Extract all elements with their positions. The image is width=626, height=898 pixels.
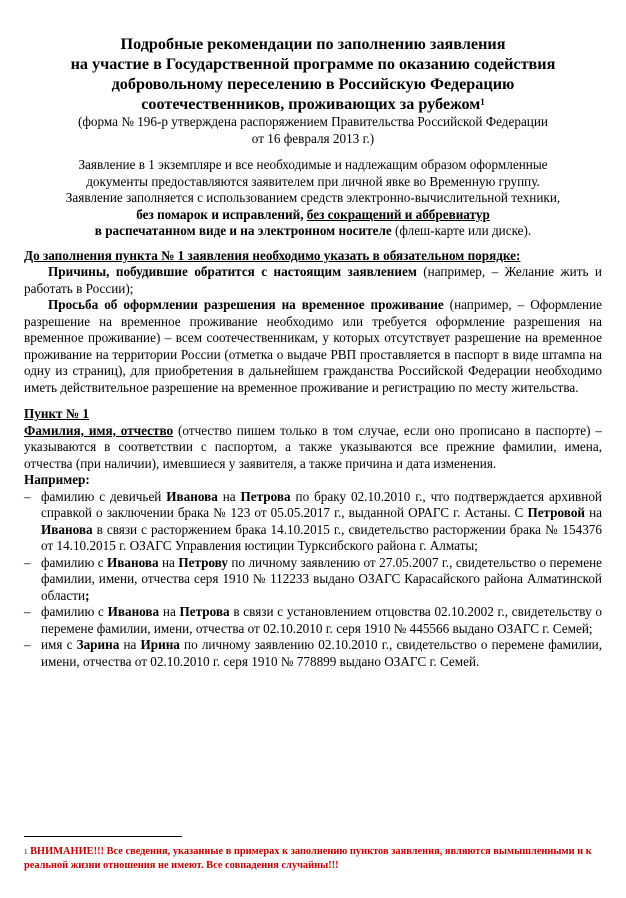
example-name-bold: Петрова [240,488,291,504]
request-rest: (например, – Оформление разрешение на временное проживание необходимо или требуется оформление разрешения на временное проживание) – всем соотечественникам, у которых отсутствует разрешение на временное проживание на территории России (отметка о выдаче РВП проставляется в паспорт в виде штампа на одну из страниц), для приобретения в дальнейшем гражданства Российской Федерации необходимо иметь действительное разрешение на временное проживание и регистрацию по месту жительства. [24,297,603,395]
example-name-bold: Зарина [76,637,120,652]
intro-line-2: документы предоставляются заявителем при личной явке во Временную группу. [86,173,540,189]
title-line-1: Подробные рекомендации по заполнению заявления [120,35,506,53]
list-item [24,604,602,637]
footnote [24,845,606,873]
field-name-fio: Фамилия, имя, отчество [24,422,174,438]
title-line-2: на участие в Государственной программе по оказанию содействия [70,55,556,73]
example-name-bold: Иванова [166,488,218,504]
example-text: на [217,488,241,504]
document-title [24,34,602,114]
intro-no-abbreviations: без сокращений и аббревиатур [306,206,490,222]
pre-section-heading: До заполнения пункта № 1 заявления необходимо указать в обязательном порядке: [24,247,521,263]
example-name-bold: Петрова [179,604,230,619]
example-text: на [585,505,602,520]
list-item [24,489,602,555]
example-text: по личному заявлению 02.10.2010 г., свидетельство о перемене фамилии, имени, отчества от 02.10.2010 г. серя 1910 № 778899 выдано ОЗАГС г. Семей. [41,637,602,669]
intro-line-1: Заявление в 1 экземпляре и все необходимые и надлежащим образом оформленные [78,157,548,172]
reasons-paragraph [24,264,602,297]
example-text: фамилию с [41,554,107,570]
example-name-bold: Иванова [41,521,93,537]
request-paragraph [24,297,602,396]
example-name-bold: Иванова [107,604,160,619]
list-item [24,637,602,670]
example-text: по личному заявлению от 27.05.2007 г., свидетельство о перемене фамилии, имени, отчества серя 1910 № 112233 выдано ОЗАГС Карасайского района Алматинской области [41,554,602,603]
footnote-warning: ВНИМАНИЕ!!! Все сведения, указанные в примерах к заполнению пунктов заявления, являются вымышленными и к реальной жизни отношения не имеют. Все совпадения случайны!!! [24,846,592,871]
example-text: фамилию с [41,604,108,619]
example-text: на [158,554,179,570]
example-text: на [159,604,180,619]
document-subtitle [24,114,602,147]
footnote-marker: 1 [24,848,28,856]
list-item [24,555,602,605]
example-text: имя с [41,637,77,652]
subtitle-line-2: от 16 февраля 2013 г.) [251,130,375,146]
example-label: Например: [24,472,90,487]
punkt-1-heading: Пункт № 1 [24,406,89,421]
footnote-divider [24,836,182,837]
title-line-3: добровольному переселению в Российскую Федерацию [111,75,515,93]
title-footnote-marker: 1 [480,97,485,107]
example-name-bold: Петрову [178,554,228,570]
intro-line-5 [24,223,602,240]
title-line-4 [24,94,602,114]
intro-separator: , [300,206,307,222]
examples-list [24,489,602,671]
example-name-bold: Иванова [107,554,159,570]
field-description: (отчество пишем только в том случае, если оно прописано в паспорте) – указываются в соответствии с паспортом, а также указываются все прежние фамилии, имена, отчества (при наличии), имевшиеся у заявителя, а также причина и дата изменения. [24,422,603,471]
intro-block [24,157,602,240]
example-text: в связи с установлением отцовства 02.10.2002 г., свидетельству о перемене фамилии, имени, отчества от 02.10.2010 г. серя 1910 № 445566 выдано ОЗАГС г. Семей; [41,604,602,636]
request-bold: Просьба об оформлении разрешения на временное проживание [48,297,444,312]
intro-media-rest: (флеш-карте или диске). [391,223,532,238]
example-text: в связи с расторжением брака 14.10.2015 г., свидетельство расторжении брака № 154376 от 14.10.2015 г. ОЗАГС Управления юстиции Турксибского района г. Алматы; [41,521,602,553]
punkt-1-description [24,423,602,473]
intro-line-3: Заявление заполняется с использованием средств электронно-вычислительной техники, [65,190,561,205]
reasons-rest: (например, – Желание жить и работать в России); [24,264,602,296]
example-text: по браку 02.10.2010 г., что подтверждается архивной справкой о заключении брака № 123 от 05.05.2017 г., выданной ОРАГС г. Астаны. С [41,488,602,520]
title-line-4-text: соотечественников, проживающих за рубежом [141,95,481,113]
example-name-bold: Ирина [140,637,180,652]
intro-line-4 [24,207,602,224]
intro-media-bold: в распечатанном виде и на электронном носителе [94,223,392,238]
document-page [24,34,602,670]
subtitle-line-1: (форма № 196-р утверждена распоряжением Правительства Российской Федерации [78,114,548,129]
example-name-bold: ; [85,587,90,603]
example-name-bold: Петровой [527,505,586,520]
example-text: фамилию с девичьей [41,488,167,504]
intro-no-corrections: без помарок и исправлений [136,206,301,222]
reasons-bold: Причины, побудившие обратится с настоящим заявлением [48,264,417,279]
example-text: на [119,637,141,652]
